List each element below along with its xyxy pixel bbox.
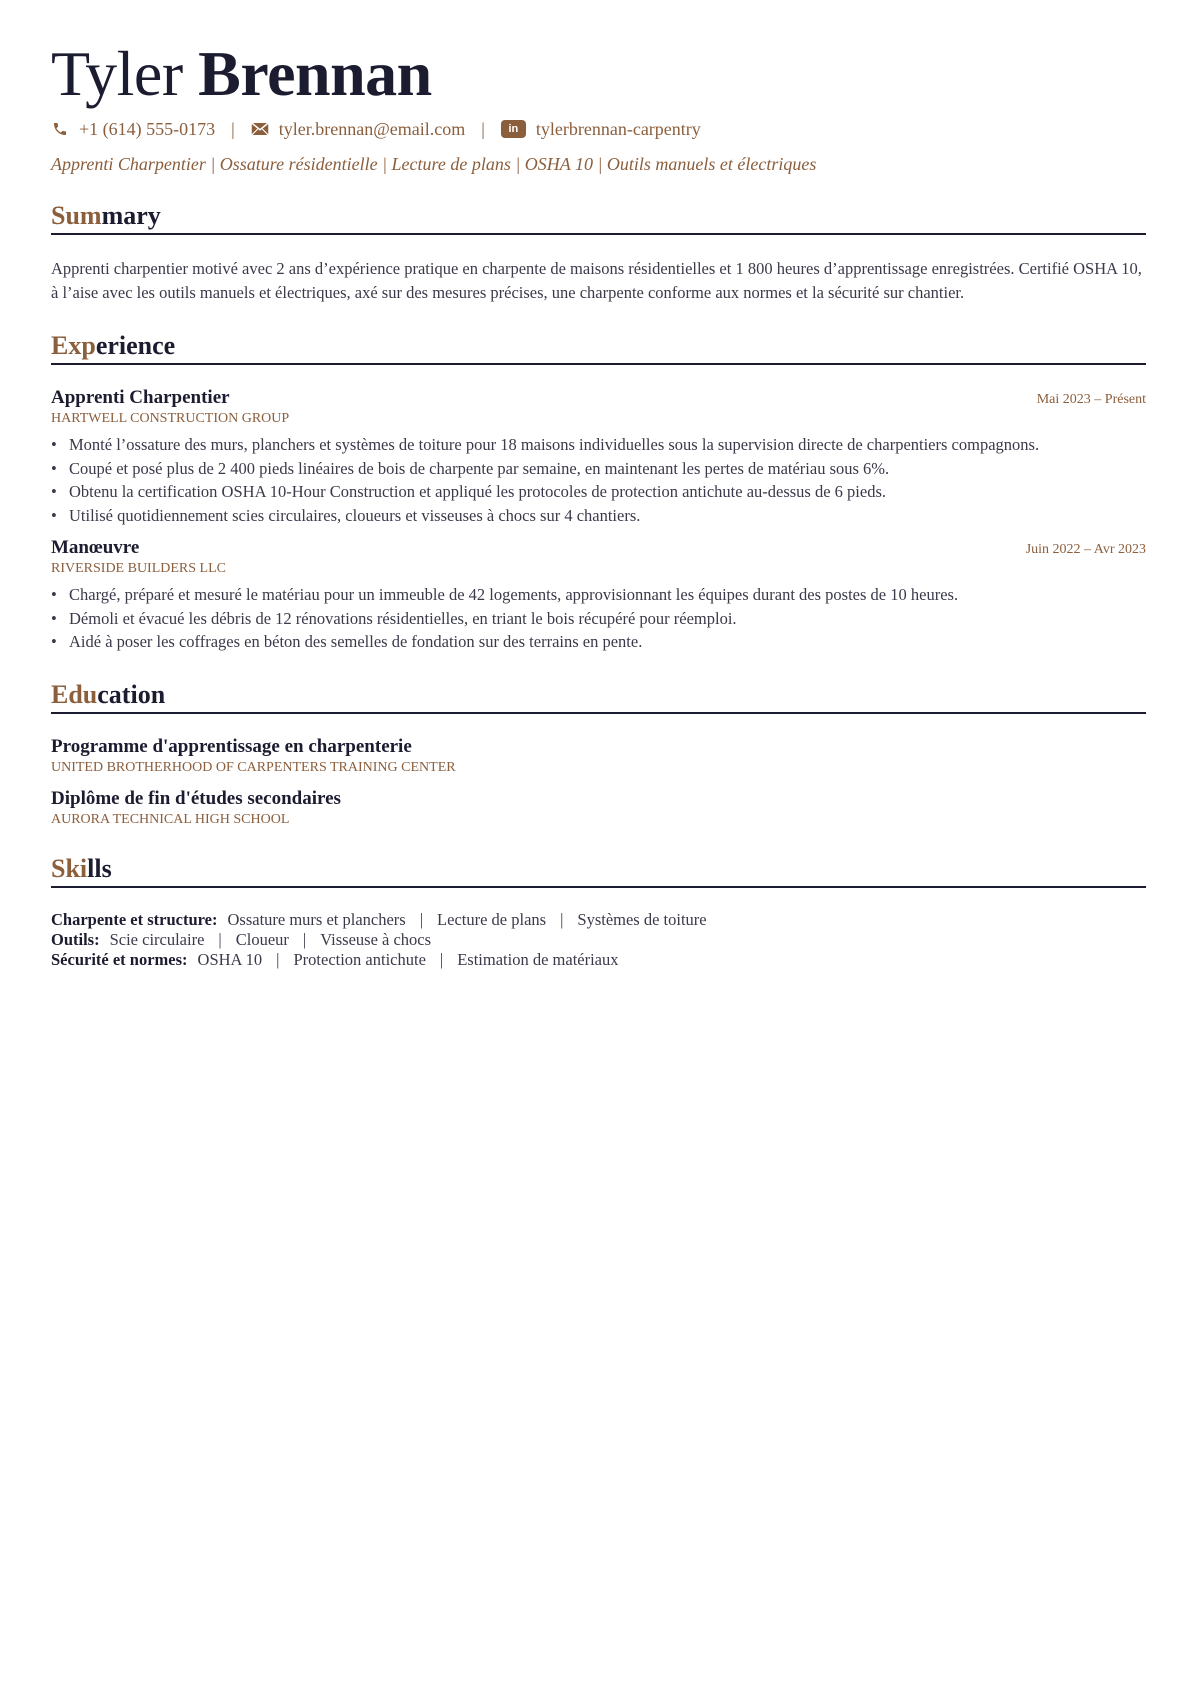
- section-title-accent: Sum: [51, 201, 102, 230]
- section-title-rest: lls: [87, 853, 112, 883]
- resume-page: [51, 38, 1146, 970]
- skill-item: Visseuse à chocs: [320, 929, 432, 949]
- professional-headline: Apprenti Charpentier | Ossature résidentielle | Lecture de plans | OSHA 10 | Outils manuels et électriques: [51, 154, 817, 174]
- skill-category: Outils:: [51, 929, 100, 949]
- education-section: [51, 680, 1146, 828]
- job-bullets: [51, 583, 1146, 654]
- education-entry: [51, 788, 1146, 828]
- job-dates: Mai 2023 – Présent: [1036, 392, 1146, 407]
- job-entry: [51, 537, 1146, 654]
- section-title-experience: [51, 331, 1146, 365]
- job-header: [51, 537, 1146, 559]
- skill-row: [51, 910, 1146, 930]
- section-title-rest: cation: [97, 679, 166, 709]
- section-title-accent: Exp: [51, 331, 96, 360]
- contact-linkedin[interactable]: [501, 119, 701, 140]
- skill-separator: |: [419, 909, 424, 929]
- job-bullet: • Démoli et évacué les débris de 12 rénovations résidentielles, en triant le bois récupéré pour réemploi.: [51, 607, 1146, 631]
- section-title-summary: [51, 201, 1146, 235]
- education-title: Programme d'apprentissage en charpenterie: [51, 735, 412, 757]
- skill-item: Scie circulaire: [109, 929, 205, 949]
- job-bullets: [51, 433, 1146, 527]
- envelope-icon: [251, 121, 269, 137]
- section-title-accent: Ski: [51, 853, 88, 883]
- summary-section: [51, 201, 1146, 305]
- skill-row: [51, 950, 1146, 970]
- job-entry: [51, 387, 1146, 527]
- skill-item: OSHA 10: [197, 949, 263, 969]
- skill-item: Lecture de plans: [437, 909, 547, 929]
- skill-item: Protection antichute: [293, 949, 426, 969]
- section-title-accent: Edu: [51, 679, 98, 709]
- skill-separator: |: [276, 949, 280, 969]
- contact-separator: |: [231, 118, 235, 139]
- job-bullet: • Coupé et posé plus de 2 400 pieds linéaires de bois de charpente par semaine, en maintenant les pertes de matériau sous 6%.: [51, 457, 1146, 481]
- skill-category: Charpente et structure:: [51, 909, 218, 929]
- skill-separator: |: [439, 949, 444, 969]
- job-bullet: • Utilisé quotidiennement scies circulaires, cloueurs et visseuses à chocs sur 4 chantiers.: [51, 504, 1146, 528]
- job-title: Manœuvre: [51, 537, 140, 558]
- summary-text: Apprenti charpentier motivé avec 2 ans d’expérience pratique en charpente de maisons résidentielles et 1 800 heures d’apprentissage enregistrées. Certifié OSHA 10, à l’aise avec les outils manuels et électriques, axé sur des mesures précises, une charpente conforme aux normes et la sécurité sur chantier.: [51, 259, 1142, 302]
- skill-item: Estimation de matériaux: [457, 949, 619, 969]
- education-entry: [51, 736, 1146, 776]
- education-school: UNITED BROTHERHOOD OF CARPENTERS TRAINING CENTER: [51, 759, 456, 775]
- job-company: RIVERSIDE BUILDERS LLC: [51, 561, 226, 576]
- section-title-rest: erience: [95, 331, 176, 360]
- contact-separator: |: [481, 118, 485, 139]
- skills-list: [51, 910, 1146, 970]
- section-title-education: [51, 680, 1146, 714]
- phone-icon: [51, 121, 69, 137]
- job-bullet: • Chargé, préparé et mesuré le matériau pour un immeuble de 42 logements, approvisionnant les équipes durant des postes de 10 heures.: [51, 583, 1146, 607]
- email-address: tyler.brennan@email.com: [278, 118, 466, 139]
- job-company: HARTWELL CONSTRUCTION GROUP: [51, 411, 290, 426]
- skill-item: Cloueur: [235, 929, 289, 949]
- section-title-skills: [51, 854, 1146, 888]
- linkedin-icon: in: [501, 120, 526, 138]
- contact-email[interactable]: [251, 119, 466, 140]
- linkedin-handle: tylerbrennan-carpentry: [535, 118, 701, 139]
- education-title: Diplôme de fin d'études secondaires: [51, 787, 341, 809]
- skill-item: Systèmes de toiture: [577, 909, 707, 929]
- candidate-name: [51, 38, 1146, 110]
- job-bullet: • Obtenu la certification OSHA 10-Hour Construction et appliqué les protocoles de protection antichute au-dessus de 6 pieds.: [51, 480, 1146, 504]
- last-name: Brennan: [198, 38, 432, 109]
- skill-separator: |: [560, 909, 564, 929]
- skills-section: [51, 854, 1146, 970]
- skill-row: [51, 930, 1146, 950]
- job-title: Apprenti Charpentier: [51, 387, 230, 408]
- job-bullet: • Monté l’ossature des murs, planchers et systèmes de toiture pour 18 maisons individuelles sous la supervision directe de charpentiers compagnons.: [51, 433, 1146, 457]
- skill-separator: |: [302, 929, 307, 949]
- education-school: AURORA TECHNICAL HIGH SCHOOL: [51, 811, 290, 827]
- skill-category: Sécurité et normes:: [51, 949, 188, 969]
- skill-item: Ossature murs et planchers: [227, 909, 406, 929]
- section-title-rest: mary: [101, 201, 161, 230]
- first-name: Tyler: [51, 38, 183, 109]
- experience-section: [51, 331, 1146, 654]
- contact-line: [51, 118, 1146, 140]
- skill-separator: |: [218, 929, 222, 949]
- job-dates: Juin 2022 – Avr 2023: [1025, 542, 1146, 557]
- job-bullet: • Aidé à poser les coffrages en béton des semelles de fondation sur des terrains en pente.: [51, 630, 1146, 654]
- phone-number: +1 (614) 555-0173: [79, 118, 216, 139]
- contact-phone[interactable]: [51, 119, 215, 140]
- job-header: [51, 387, 1146, 409]
